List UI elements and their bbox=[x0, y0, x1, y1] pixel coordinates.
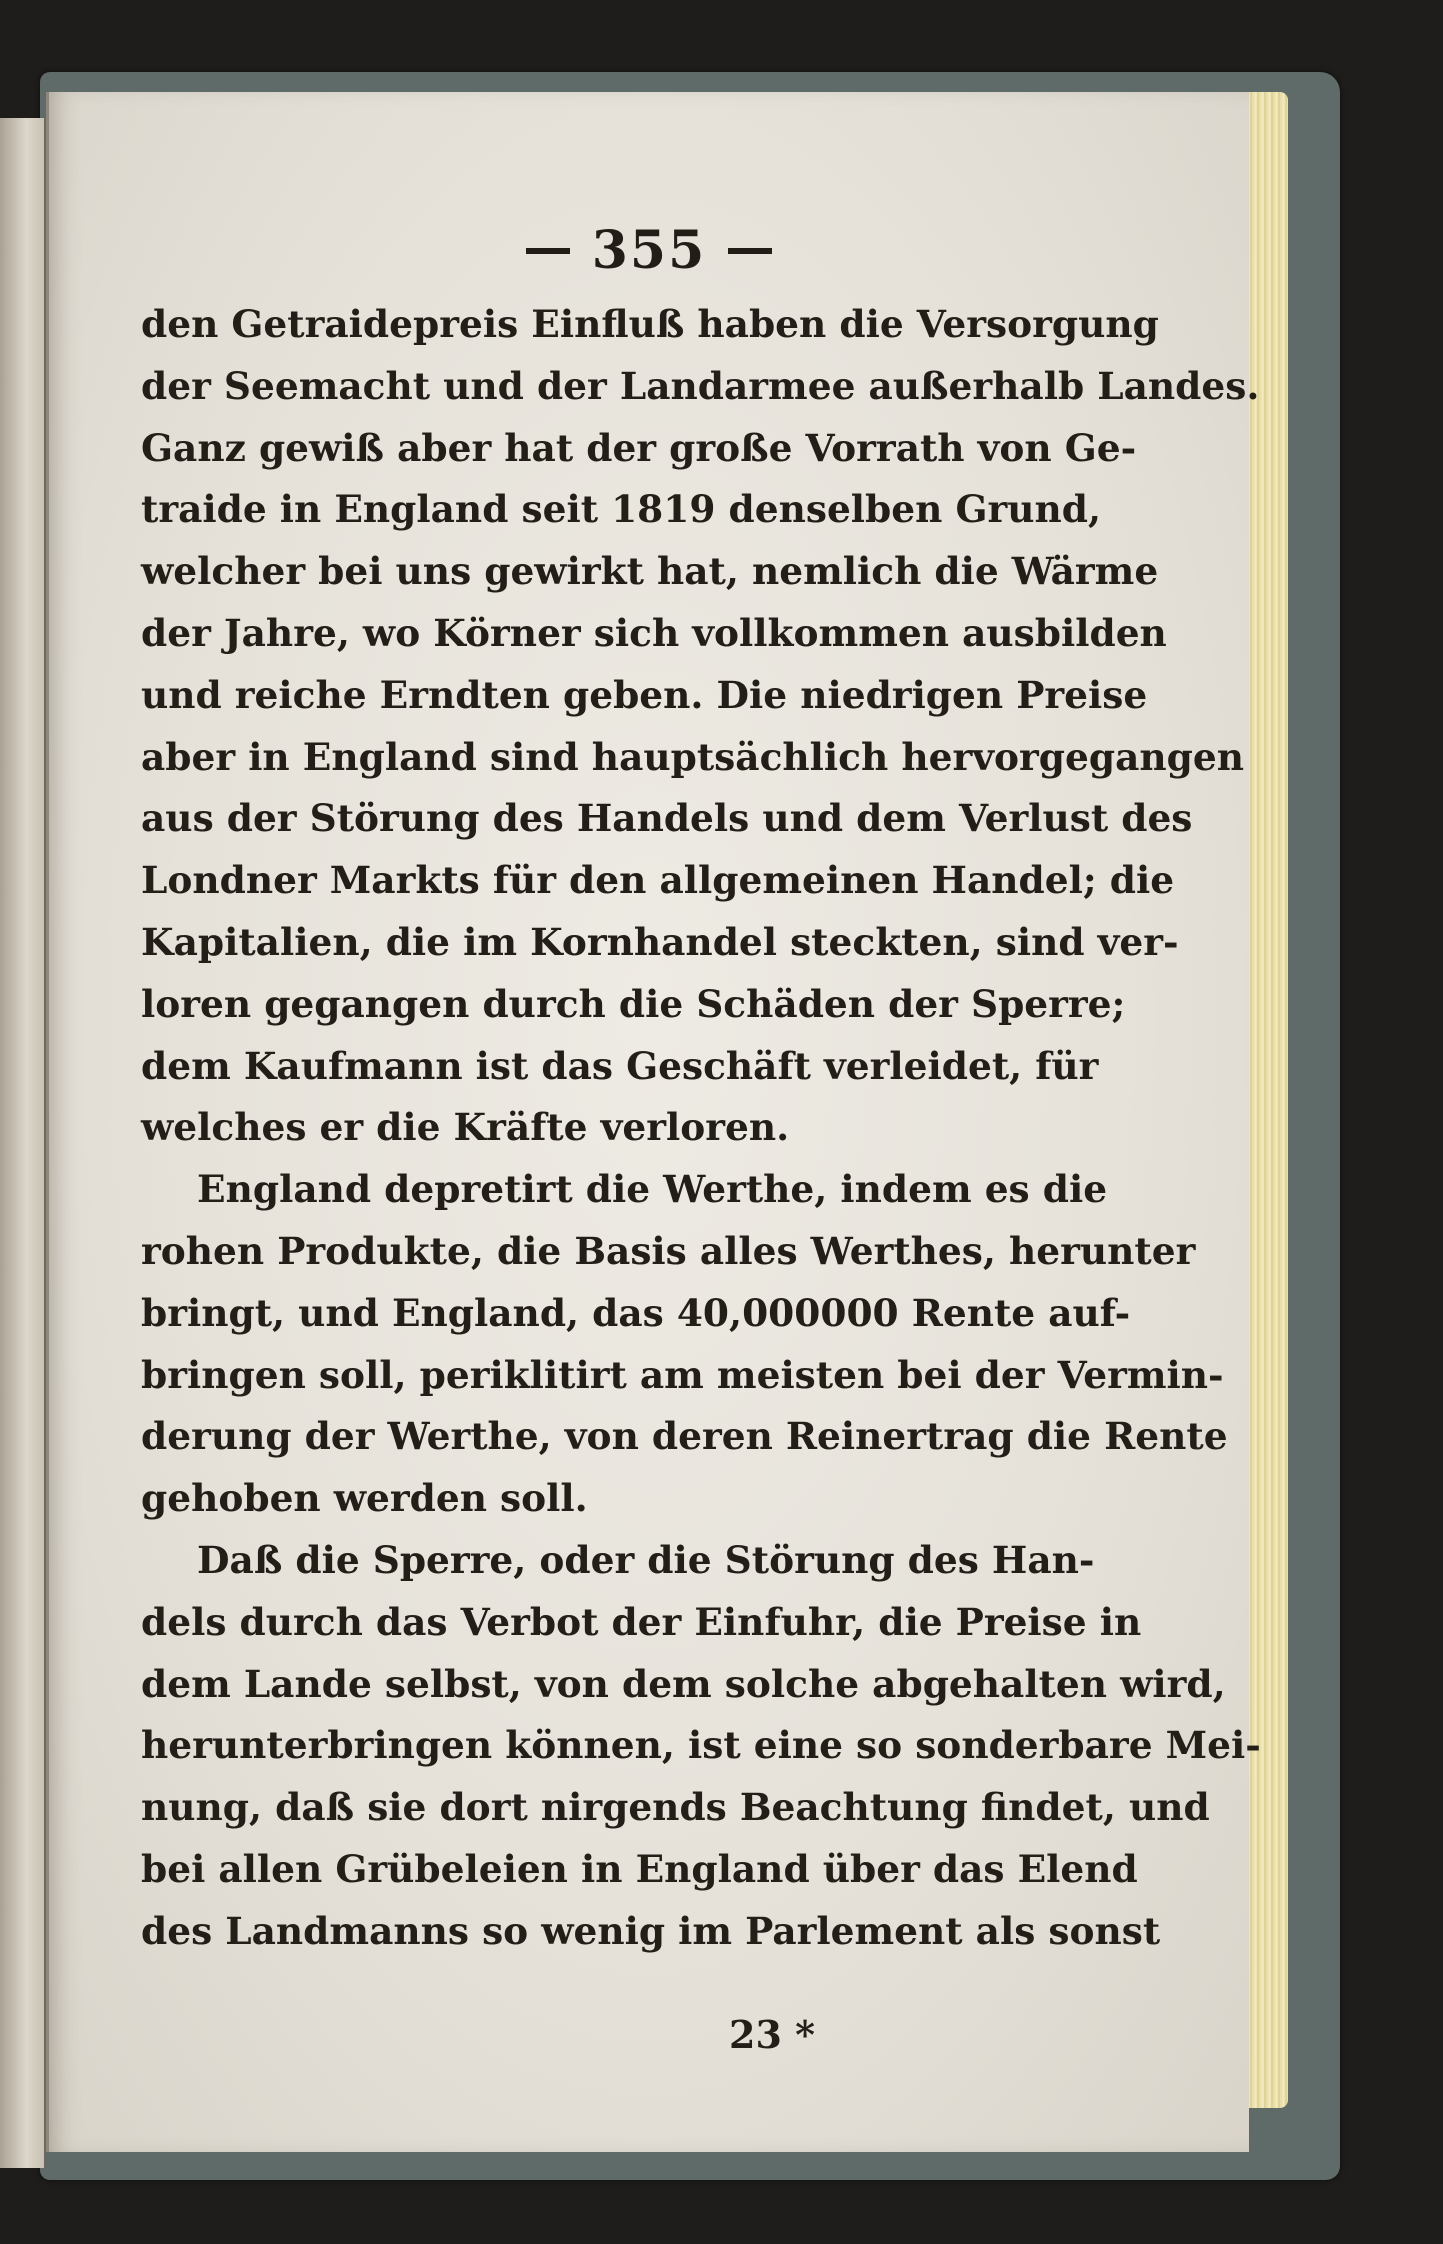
text-line: dels durch das Verbot der Einfuhr, die Preise in bbox=[141, 1599, 1142, 1644]
text-line: England depretirt die Werthe, indem es die bbox=[197, 1167, 1108, 1212]
text-line: des Landmanns so wenig im Parlement als sonst bbox=[141, 1908, 1161, 1953]
text-line: Ganz gewiß aber hat der große Vorrath von Ge- bbox=[141, 425, 1137, 470]
text-line: und reiche Erndten geben. Die niedrigen Preise bbox=[141, 672, 1148, 717]
text-line: den Getraidepreis Einfluß haben die Versorgung bbox=[141, 302, 1159, 346]
signature-mark: 23 * bbox=[729, 2012, 815, 2057]
book-page bbox=[46, 92, 1261, 2152]
text-line: gehoben werden soll. bbox=[141, 1476, 588, 1521]
facing-page-edge bbox=[0, 118, 46, 2168]
text-line: Daß die Sperre, oder die Störung des Han- bbox=[197, 1537, 1095, 1582]
page-body-text bbox=[141, 294, 1261, 1963]
text-line: loren gegangen durch die Schäden der Sperre; bbox=[141, 981, 1126, 1026]
text-line: der Seemacht und der Landarmee außerhalb Landes. bbox=[141, 363, 1260, 408]
text-line: der Jahre, wo Körner sich vollkommen ausbilden bbox=[141, 610, 1167, 655]
text-line: aber in England sind hauptsächlich hervorgegangen bbox=[141, 734, 1244, 779]
text-line: traide in England seit 1819 denselben Grund, bbox=[141, 487, 1102, 532]
header-dash-right bbox=[728, 248, 772, 254]
header-dash-left bbox=[526, 248, 570, 254]
text-line: bringt, und England, das 40,000000 Rente auf- bbox=[141, 1290, 1131, 1335]
text-line: nung, daß sie dort nirgends Beachtung findet, und bbox=[141, 1785, 1210, 1830]
text-line: dem Lande selbst, von dem solche abgehalten wird, bbox=[141, 1661, 1226, 1706]
text-line: bringen soll, periklitirt am meisten bei der Vermin- bbox=[141, 1352, 1224, 1397]
text-line: Londner Markts für den allgemeinen Handel; die bbox=[141, 858, 1175, 903]
text-line: aus der Störung des Handels und dem Verlust des bbox=[141, 796, 1193, 841]
text-line: welches er die Kräfte verloren. bbox=[141, 1105, 790, 1150]
text-line: Kapitalien, die im Kornhandel steckten, sind ver- bbox=[141, 919, 1179, 964]
text-line: bei allen Grübeleien in England über das Elend bbox=[141, 1846, 1138, 1891]
text-line: dem Kaufmann ist das Geschäft verleidet, für bbox=[141, 1043, 1099, 1088]
text-line: derung der Werthe, von deren Reinertrag die Rente bbox=[141, 1414, 1228, 1459]
text-line: herunterbringen können, ist eine so sonderbare Mei- bbox=[141, 1723, 1261, 1768]
page-header bbox=[49, 220, 1249, 281]
text-line: welcher bei uns gewirkt hat, nemlich die Wärme bbox=[141, 549, 1159, 594]
text-line: rohen Produkte, die Basis alles Werthes, herunter bbox=[141, 1228, 1196, 1273]
page-number: 355 bbox=[591, 220, 707, 281]
